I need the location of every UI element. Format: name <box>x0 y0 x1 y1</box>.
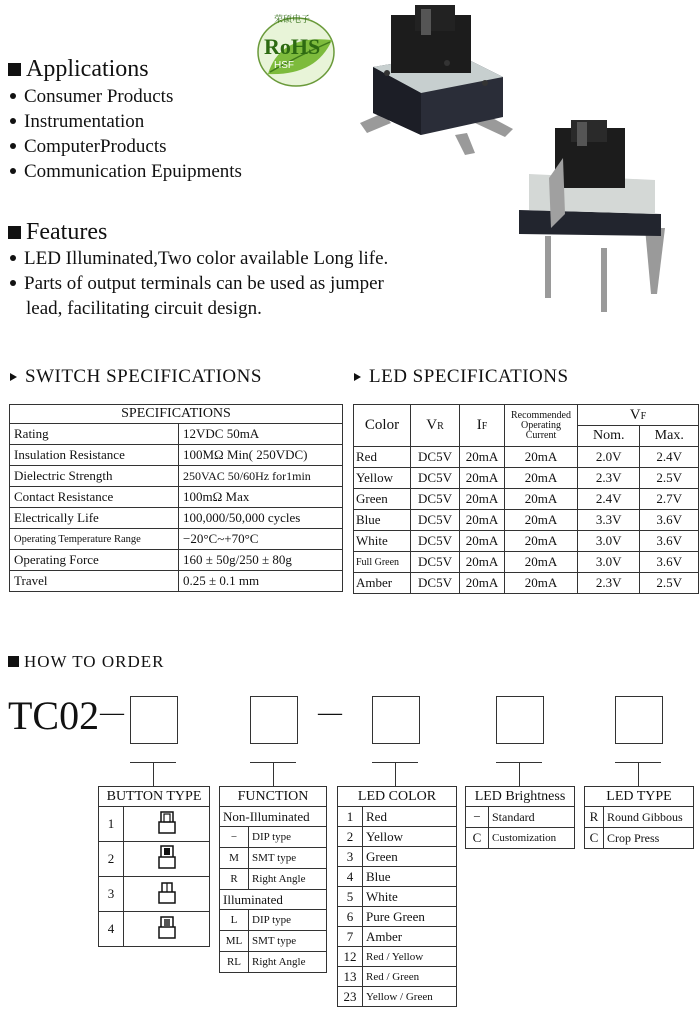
table-row: 3 <box>99 877 210 912</box>
order-prefix: TC02 <box>8 693 100 738</box>
order-box-led-color <box>372 696 420 744</box>
switch-photo-dip <box>505 118 685 318</box>
led-col-max: Max. <box>640 426 699 447</box>
table-row: − DIP type <box>220 827 327 848</box>
table-row: Amber DC5V 20mA 20mA 2.3V 2.5V <box>354 573 699 594</box>
led-col-vr: VR <box>411 405 460 447</box>
table-row: R Right Angle <box>220 869 327 890</box>
button-type-table <box>98 786 210 947</box>
table-row: L DIP type <box>220 910 327 931</box>
led-col-vf: VF <box>578 405 699 426</box>
function-title: FUNCTION <box>220 787 327 807</box>
button-type-3-icon <box>153 878 181 906</box>
table-row: 1 <box>99 807 210 842</box>
rohs-main-text: RoHS <box>264 34 321 59</box>
list-item: Communication Epuipments <box>8 159 242 184</box>
switch-spec-table <box>9 404 343 592</box>
led-spec-heading: LED SPECIFICATIONS <box>350 366 569 388</box>
applications-title: Applications <box>26 56 149 82</box>
smt-switch-image <box>355 5 520 155</box>
led-color-table <box>337 786 457 1007</box>
table-row: R Round Gibbous <box>585 807 694 828</box>
table-row: Red DC5V 20mA 20mA 2.0V 2.4V <box>354 447 699 468</box>
how-to-order-heading: HOW TO ORDER <box>8 652 164 672</box>
switch-photo-smt <box>355 5 520 155</box>
table-row: Rating 12VDC 50mA <box>10 424 343 445</box>
features-list <box>8 246 388 321</box>
square-bullet-icon <box>8 226 21 239</box>
table-row: Dielectric Strength 250VAC 50/60Hz for1min <box>10 466 343 487</box>
list-item: Consumer Products <box>8 84 242 109</box>
table-row: Operating Temperature Range −20°C~+70°C <box>10 529 343 550</box>
list-item: ComputerProducts <box>8 134 242 159</box>
table-row: 2 Yellow <box>338 827 457 847</box>
button-type-4-icon <box>153 913 181 941</box>
led-col-color: Color <box>354 405 411 447</box>
triangle-bullet-icon <box>10 373 17 381</box>
led-spec-table <box>353 404 699 594</box>
order-box-led-brightness <box>496 696 544 744</box>
order-dash-1: — <box>100 700 124 726</box>
led-brightness-title: LED Brightness <box>466 787 575 807</box>
square-bullet-icon <box>8 656 19 667</box>
rohs-logo <box>250 4 342 92</box>
spec-table-title: SPECIFICATIONS <box>10 405 343 424</box>
function-group-illuminated: Illuminated <box>220 890 327 910</box>
list-item: LED Illuminated,Two color available Long life. <box>8 246 388 271</box>
led-col-recommended: Recommended Operating Current <box>505 405 578 447</box>
table-row: Operating Force 160 ± 50g/250 ± 80g <box>10 550 343 571</box>
function-table <box>219 786 327 973</box>
switch-spec-heading: SWITCH SPECIFICATIONS <box>6 366 262 388</box>
list-item: lead, facilitating circuit design. <box>26 298 262 319</box>
led-brightness-table <box>465 786 575 849</box>
order-box-button-type <box>130 696 178 744</box>
table-row: M SMT type <box>220 848 327 869</box>
table-row: 12 Red / Yellow <box>338 947 457 967</box>
order-box-function <box>250 696 298 744</box>
table-row: Electrically Life 100,000/50,000 cycles <box>10 508 343 529</box>
features-title: Features <box>26 219 108 245</box>
order-box-led-type <box>615 696 663 744</box>
bullet-icon <box>10 280 16 286</box>
order-dash-2: — <box>318 700 342 726</box>
bullet-icon <box>10 118 16 124</box>
table-row: Blue DC5V 20mA 20mA 3.3V 3.6V <box>354 510 699 531</box>
table-row: Insulation Resistance 100MΩ Min( 250VDC) <box>10 445 343 466</box>
square-bullet-icon <box>8 63 21 76</box>
led-col-if: IF <box>460 405 505 447</box>
dip-switch-image <box>505 118 685 318</box>
function-group-non-illuminated: Non-Illuminated <box>220 807 327 827</box>
table-row: 23 Yellow / Green <box>338 987 457 1007</box>
table-row: C Crop Press <box>585 828 694 849</box>
list-item: Parts of output terminals can be used as jumper <box>8 271 388 296</box>
table-row: Contact Resistance 100mΩ Max <box>10 487 343 508</box>
table-row: Travel 0.25 ± 0.1 mm <box>10 571 343 592</box>
table-row: 5 White <box>338 887 457 907</box>
table-row: C Customization <box>466 828 575 849</box>
table-row: − Standard <box>466 807 575 828</box>
button-type-title: BUTTON TYPE <box>99 787 210 807</box>
led-type-table <box>584 786 694 849</box>
table-row: 4 Blue <box>338 867 457 887</box>
bullet-icon <box>10 93 16 99</box>
table-row: 6 Pure Green <box>338 907 457 927</box>
table-row: 7 Amber <box>338 927 457 947</box>
bullet-icon <box>10 143 16 149</box>
table-row: 2 <box>99 842 210 877</box>
table-row: Full Green DC5V 20mA 20mA 3.0V 3.6V <box>354 552 699 573</box>
led-type-title: LED TYPE <box>585 787 694 807</box>
bullet-icon <box>10 255 16 261</box>
applications-list <box>8 84 242 184</box>
table-row: 4 <box>99 912 210 947</box>
table-row: 13 Red / Green <box>338 967 457 987</box>
table-row: 1 Red <box>338 807 457 827</box>
table-row: 3 Green <box>338 847 457 867</box>
applications-heading <box>8 55 149 83</box>
features-heading <box>8 218 107 246</box>
table-row: Green DC5V 20mA 20mA 2.4V 2.7V <box>354 489 699 510</box>
list-item: Instrumentation <box>8 109 242 134</box>
triangle-bullet-icon <box>354 373 361 381</box>
table-row: Yellow DC5V 20mA 20mA 2.3V 2.5V <box>354 468 699 489</box>
button-type-2-icon <box>153 843 181 871</box>
table-row: White DC5V 20mA 20mA 3.0V 3.6V <box>354 531 699 552</box>
rohs-top-text: 荣硕电子 <box>274 15 311 25</box>
bullet-icon <box>10 168 16 174</box>
table-row: ML SMT type <box>220 931 327 952</box>
led-col-nom: Nom. <box>578 426 640 447</box>
rohs-sub-text: HSF <box>274 60 294 71</box>
table-row: RL Right Angle <box>220 952 327 973</box>
led-color-title: LED COLOR <box>338 787 457 807</box>
button-type-1-icon <box>153 808 181 836</box>
